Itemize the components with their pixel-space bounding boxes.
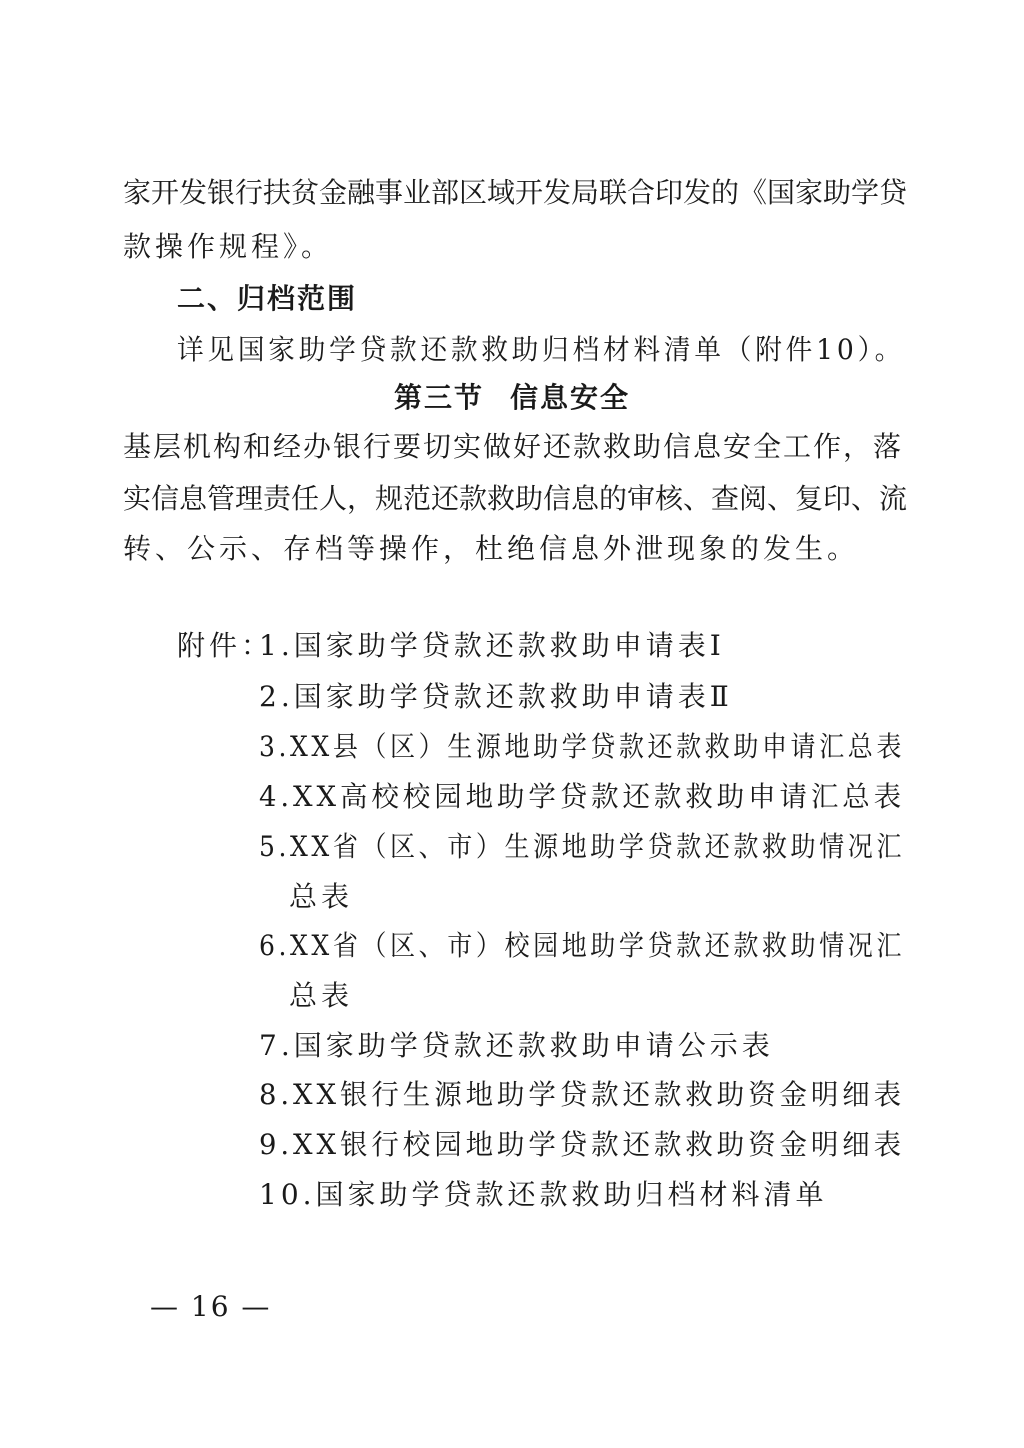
section-heading-archive-scope: 二、归档范围 [177,282,358,315]
attachment-item: 2.国家助学贷款还款救助申请表Ⅱ [259,680,733,713]
attachment-item: 6.XX省（区、市）校园地助学贷款还款救助情况汇 [259,929,905,962]
attachment-item: 4.XX高校校园地助学贷款还款救助申请汇总表 [259,780,906,813]
attachment-item: 8.XX银行生源地助学贷款还款救助资金明细表 [259,1078,906,1111]
attachment-item: 5.XX省（区、市）生源地助学贷款还款救助情况汇 [259,830,905,863]
scope-text: 详见国家助学贷款还款救助归档材料清单（附件10）。 [177,333,906,366]
attachments-label: 附件： [177,629,274,662]
attachment-item-continued: 总表 [289,979,354,1012]
paragraph-line: 基层机构和经办银行要切实做好还款救助信息安全工作，落 [123,430,901,463]
section-name: 信息安全 [510,381,631,414]
page-number: — 16 — [150,1290,272,1323]
paragraph-line: 实信息管理责任人，规范还款救助信息的审核、查阅、复印、流 [123,482,908,515]
section-title [0,378,1024,418]
attachment-item: 10.国家助学贷款还款救助归档材料清单 [259,1178,828,1211]
attachment-item: 1.国家助学贷款还款救助申请表Ⅰ [259,629,725,662]
attachment-item: 9.XX银行校园地助学贷款还款救助资金明细表 [259,1128,906,1161]
attachment-item-continued: 总表 [289,880,354,913]
attachment-item: 3.XX县（区）生源地助学贷款还款救助申请汇总表 [259,730,905,763]
paragraph-line: 款操作规程》。 [123,230,334,263]
section-number: 第三节 [393,381,484,414]
paragraph-line: 家开发银行扶贫金融事业部区域开发局联合印发的《国家助学贷 [123,176,908,209]
paragraph-line: 转、公示、存档等操作，杜绝信息外泄现象的发生。 [123,532,860,565]
attachment-item: 7.国家助学贷款还款救助申请公示表 [259,1029,774,1062]
